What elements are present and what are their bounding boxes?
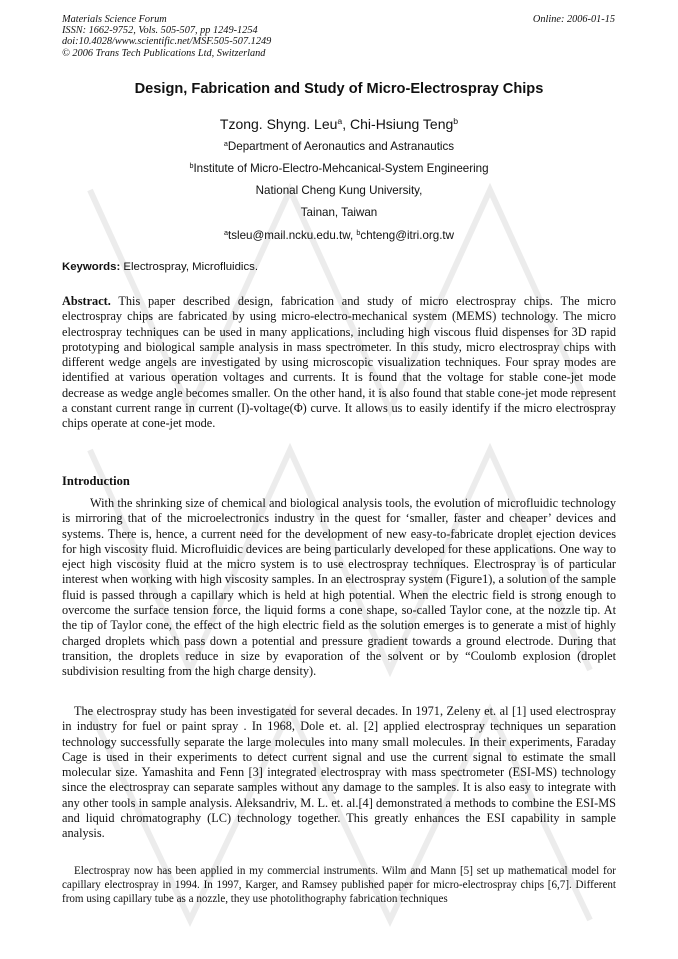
email-b[interactable]: chteng@itri.org.tw	[360, 229, 455, 242]
author-2: Chi-Hsiung Teng	[350, 116, 454, 132]
issn-line: ISSN: 1662-9752, Vols. 505-507, pp 1249-1254	[62, 25, 258, 37]
affiliation-a	[0, 140, 678, 153]
keywords-label: Keywords:	[62, 261, 121, 273]
keywords-text: Electrospray, Microfluidics.	[120, 261, 259, 273]
intro-paragraph-2: The electrospray study has been investigated for several decades. In 1971, Zeleny et. al [1] used electrospray in industry for fuel or paint spray . In 1968, Dole et. al. [2] applied electrospray techniques un separation technology successfully separate the large molecules into many small molecules. In their experiments, Faraday Cage is used in their experiments to detect current signal and use the current signal to estimate the small molecular size. Yamashita and Fenn [3] integrated electrospray with mass spectrometer (ESI-MS) technology since the electrospray can separate samples without any damage to the samples. It is also easy to integrate with any other tools in sample analysis. Aleksandriv, M. L. et. al.[4] demonstrated a methods to combine the ESI-MS and liquid chromatography (LC) technology together. This greatly enhances the ESI capability in sample analysis.	[62, 704, 616, 841]
intro-paragraph-3: Electrospray now has been applied in my commercial instruments. Wilm and Mann [5] set up mathematical model for capillary electrospray in 1994. In 1997, Karger, and Ramsey published paper for micro-electrospray chips [6,7]. Different from using capillary tube as a nozzle, they use photolithography fabrication techniques	[62, 865, 616, 906]
authors-line	[0, 116, 678, 132]
affiliation-b-sup: b	[189, 161, 194, 171]
intro-paragraph-1: With the shrinking size of chemical and biological analysis tools, the evolution of microfluidic technology is mirroring that of the microelectronics industry in the quest for ‘smaller, faster and cheaper’ devices and systems. There is, hence, a current need for the development of new easy-to-fabricate droplet ejection devices for high viscosity fluid. Microfluidic devices are being particularly developed for these applications. One way to eject high viscosity fluid at the micro system is to use electrospray techniques. Electrospray is of particular interest when working with high viscosity samples. In an electrospray system (Figure1), a solution of the sample fluid is passed through a capillary which is held at high potential. When the electric field is strong enough to overcome the surface tension force, the liquid forms a cone shape, so-called Taylor cone, at the nozzle tip. At the tip of Taylor cone, the effect of the high electric field as the solution emerges is to generate a mist of highly charged droplets which pass down a potential and pressure gradient towards a ground electrode. During that transition, the droplets reduce in size by evaporation of the solvent or by “Coulomb explosion (droplet subdivision resulting from the high charge density).	[62, 496, 616, 679]
abstract-paragraph	[62, 294, 616, 432]
email-a-sup: a	[223, 228, 228, 238]
author-2-sup: b	[453, 116, 459, 127]
introduction-heading: Introduction	[62, 474, 130, 488]
email-a[interactable]: tsleu@mail.ncku.edu.tw,	[227, 229, 357, 242]
affiliation-b	[0, 162, 678, 175]
email-b-sup: b	[356, 228, 361, 238]
emails-line	[0, 229, 678, 242]
affiliation-a-text: Department of Aeronautics and Astranautics	[227, 140, 455, 153]
city-line: Tainan, Taiwan	[300, 206, 378, 219]
author-separator: ,	[342, 116, 351, 132]
copyright-line: © 2006 Trans Tech Publications Ltd, Switzerland	[62, 47, 266, 59]
online-date: Online: 2006-01-15	[532, 14, 615, 25]
keywords-line	[62, 261, 258, 273]
affiliation-a-sup: a	[223, 139, 228, 149]
journal-header	[62, 14, 271, 59]
affiliation-b-text: Institute of Micro-Electro-Mehcanical-System Engineering	[193, 162, 489, 175]
journal-name: Materials Science Forum	[62, 14, 167, 25]
doi-line: doi:10.4028/www.scientific.net/MSF.505-507.1249	[62, 36, 272, 48]
paper-title: Design, Fabrication and Study of Micro-Electrospray Chips	[134, 81, 544, 97]
author-1: Tzong. Shyng. Leu	[219, 116, 338, 132]
abstract-text: This paper described design, fabrication and study of micro electrospray chips. The micro electrospray chips are fabricated by using micro-electro-mechanical system (MEMS) technology. The micro electrospray techniques can be used in many applications, including high viscous fluid dispenses for 3D rapid prototyping and biological sample analysis in mass spectrometer. In this study, micro electrospray chips with different wedge angels are investigated by using microscopic visualization techniques. Four spray modes are identified at various operation voltages and currents. It is found that the voltage for stable cone-jet mode decrease as wedge angle becomes smaller. On the other hand, it is also found that stable cone-jet mode represent a constant current range in current (I)-voltage(Φ) curve. It allows us to easily identify if the micro electrospray chips operate at cone-jet mode.	[62, 294, 616, 431]
author-1-sup: a	[337, 116, 343, 127]
university-line: National Cheng Kung University,	[255, 184, 423, 197]
abstract-label: Abstract.	[62, 294, 111, 308]
